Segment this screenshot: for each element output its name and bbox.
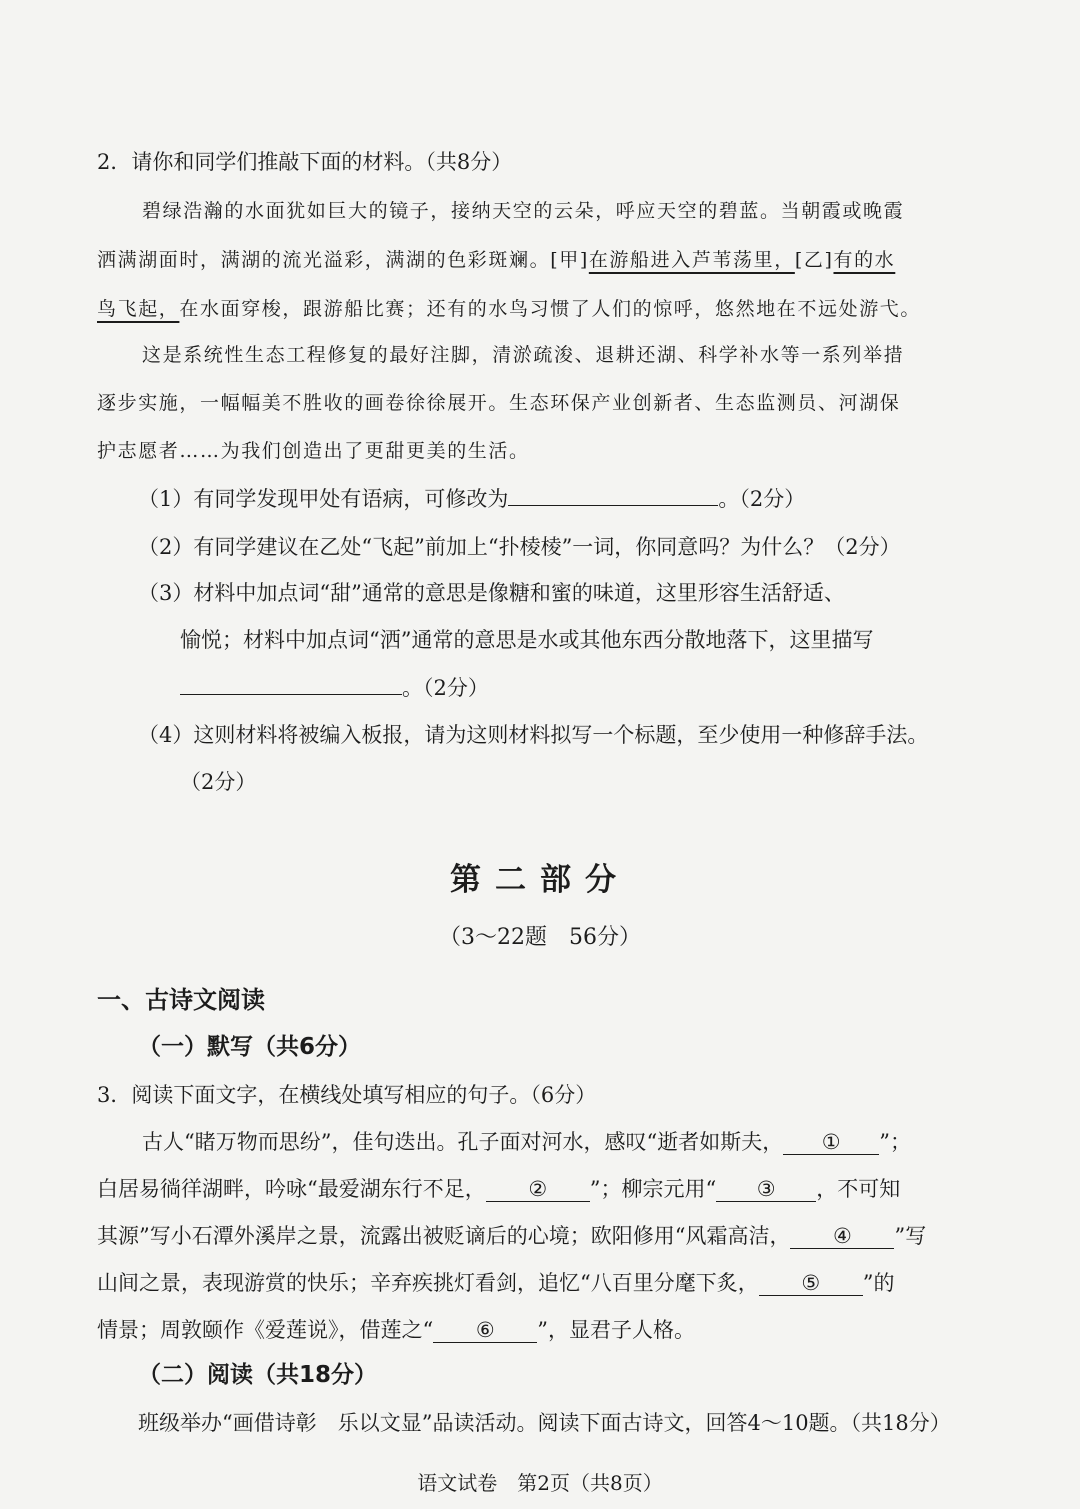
material-paragraph-1-line-1: 碧绿浩瀚的水面犹如巨大的镜子，接纳天空的云朵，呼应天空的碧蓝。当朝霞或晚霞 (142, 200, 905, 222)
sub-question-3-score: 。（2分） (402, 676, 489, 700)
question-3-line-2 (97, 1174, 900, 1204)
underlined-phrase-yi-end: 鸟飞起， (97, 298, 180, 320)
answer-blank-3[interactable] (180, 694, 402, 695)
fill-blank-3[interactable]: ③ (716, 1177, 816, 1202)
material-paragraph-1-line-2 (97, 245, 895, 275)
underlined-phrase-yi: 有的水 (833, 249, 896, 271)
sub-question-3-line-3 (180, 673, 489, 703)
section-2-heading: （二）阅读（共18分） (138, 1362, 378, 1388)
question-3-line-1 (142, 1127, 911, 1157)
part-2-title: 第二部分 (450, 862, 630, 898)
sub-question-3-line-2: 愉悦；材料中加点词“洒”通常的意思是水或其他东西分散地落下，这里描写 (180, 628, 874, 652)
question-3-line-5 (97, 1315, 695, 1345)
sub-question-4-line-1: （4）这则材料将被编入板报，请为这则材料拟写一个标题，至少使用一种修辞手法。 (138, 723, 929, 747)
question-3-text: ”写 (894, 1224, 927, 1248)
fill-blank-4[interactable]: ④ (790, 1224, 894, 1249)
section-1-subheading: （一）默写（共6分） (138, 1034, 362, 1060)
page-footer: 语文试卷 第2页（共8页） (417, 1471, 663, 1495)
material-text: 在水面穿梭，跟游船比赛；还有的水鸟习惯了人们的惊呼，悠然地在不远处游弋。 (179, 298, 922, 320)
section-1-heading: 一、古诗文阅读 (97, 986, 265, 1014)
fill-blank-6[interactable]: ⑥ (433, 1318, 537, 1343)
fill-blank-5[interactable]: ⑤ (759, 1271, 863, 1296)
fill-blank-1[interactable]: ① (783, 1130, 879, 1155)
question-3-text: ”的 (862, 1271, 895, 1295)
question-3-text: ”；柳宗元用“ (589, 1177, 717, 1201)
part-2-range: （3～22题 56分） (439, 925, 641, 950)
question-3-line-4 (97, 1268, 894, 1298)
material-paragraph-1-line-3 (97, 294, 921, 324)
material-paragraph-2-line-2: 逐步实施，一幅幅美不胜收的画卷徐徐展开。生态环保产业创新者、生态监测员、河湖保 (97, 392, 901, 414)
sub-question-4-line-2: （2分） (180, 770, 257, 794)
question-3-text: 古人“睹万物而思纷”，佳句迭出。孔子面对河水，感叹“逝者如斯夫， (142, 1130, 784, 1154)
sub-question-1-score: 。（2分） (718, 487, 806, 511)
question-3-stem: 3．阅读下面文字，在横线处填写相应的句子。（6分） (97, 1083, 597, 1107)
question-3-text: ”； (879, 1130, 911, 1154)
sub-question-1-text: （1）有同学发现甲处有语病，可修改为 (138, 487, 509, 511)
marker-yi: [乙] (794, 249, 834, 271)
sub-question-1 (138, 484, 805, 514)
question-3-text: ，不可知 (816, 1177, 901, 1201)
question-3-line-3 (97, 1221, 926, 1251)
sub-question-2: （2）有同学建议在乙处“飞起”前加上“扑棱棱”一词，你同意吗？为什么？（2分） (138, 535, 901, 559)
question-3-text: 其源”写小石潭外溪岸之景，流露出被贬谪后的心境；欧阳修用“风霜高洁， (97, 1224, 791, 1248)
question-3-text: 情景；周敦颐作《爱莲说》，借莲之“ (97, 1318, 434, 1342)
fill-blank-2[interactable]: ② (486, 1177, 590, 1202)
question-3-text: ”，显君子人格。 (537, 1318, 695, 1342)
underlined-phrase-jia: 在游船进入芦苇荡里， (588, 249, 795, 271)
material-paragraph-2-line-3: 护志愿者……为我们创造出了更甜更美的生活。 (97, 440, 530, 462)
answer-blank-1[interactable] (508, 505, 718, 506)
question-3-text: 山间之景，表现游赏的快乐；辛弃疾挑灯看剑，追忆“八百里分麾下炙， (97, 1271, 759, 1295)
question-2-stem: 2．请你和同学们推敲下面的材料。（共8分） (97, 150, 513, 174)
material-text: 洒满湖面时，满湖的流光溢彩，满湖的色彩斑斓。[甲] (97, 249, 589, 271)
material-paragraph-2-line-1: 这是系统性生态工程修复的最好注脚，清淤疏浚、退耕还湖、科学补水等一系列举措 (142, 344, 905, 366)
question-3-text: 白居易徜徉湖畔，吟咏“最爱湖东行不足， (97, 1177, 486, 1201)
section-2-intro: 班级举办“画借诗彰 乐以文显”品读活动。阅读下面古诗文，回答4～10题。（共18分） (138, 1411, 951, 1435)
sub-question-3-line-1: （3）材料中加点词“甜”通常的意思是像糖和蜜的味道，这里形容生活舒适、 (138, 581, 845, 605)
